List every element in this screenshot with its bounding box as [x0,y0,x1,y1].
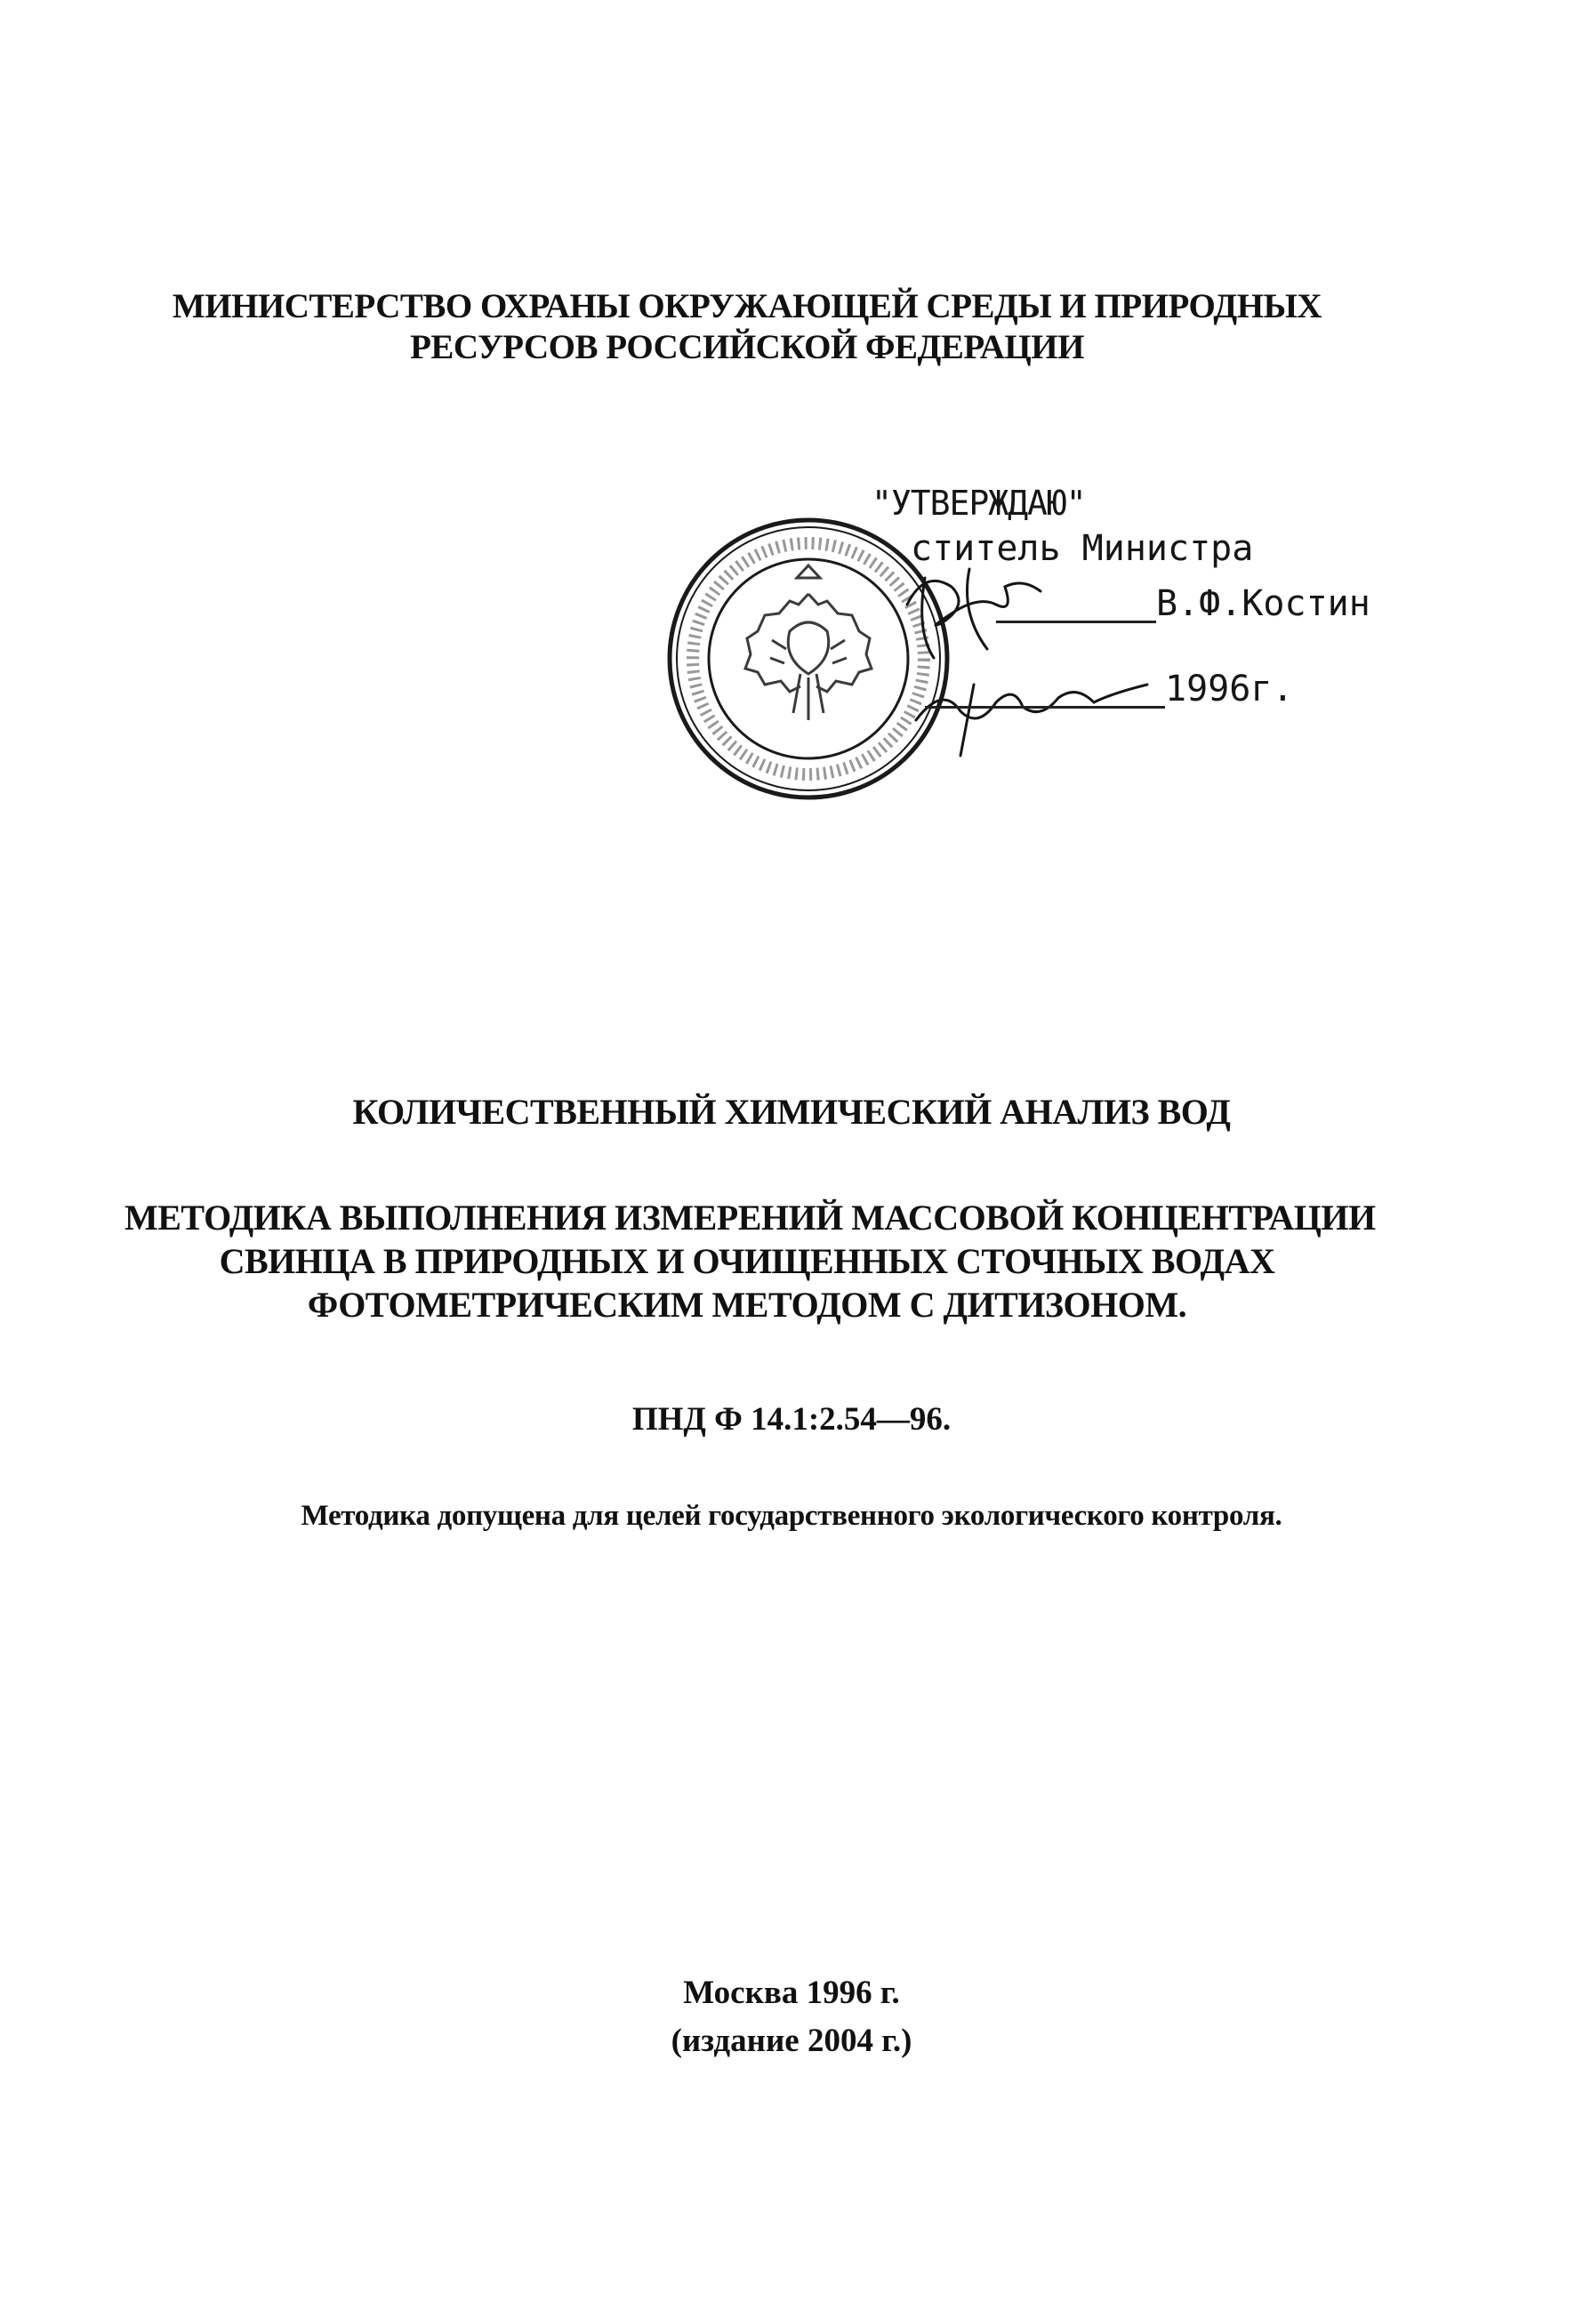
approval-year: 1996г. [1165,669,1294,709]
ministry-line-1: МИНИСТЕРСТВО ОХРАНЫ ОКРУЖАЮЩЕЙ СРЕДЫ И ПРИРОДНЫХ [172,287,1322,325]
ministry-line-2: РЕСУРСОВ РОССИЙСКОЙ ФЕДЕРАЦИИ [410,328,1084,366]
approver-name: В.Ф.Костин [1156,583,1370,624]
publication-info [0,1969,1583,2065]
ministry-header [125,286,1370,368]
method-title-line-3: ФОТОМЕТРИЧЕСКИМ МЕТОДОМ С ДИТИЗОНОМ. [307,1285,1187,1325]
document-code: ПНД Ф 14.1:2.54—96. [631,1401,952,1438]
method-title-line-1: МЕТОДИКА ВЫПОЛНЕНИЯ ИЗМЕРЕНИЙ МАССОВОЙ КОНЦЕНТРАЦИИ [125,1198,1376,1238]
usage-note: Методика допущена для целей государственного экологического контроля. [301,1500,1282,1532]
method-title [125,1196,1376,1326]
eagle-emblem-icon [745,565,872,720]
publication-city-year: Москва 1996 г. [683,1975,900,2011]
date-line [925,706,1165,709]
publication-edition: (издание 2004 г.) [671,2023,912,2059]
approval-title: "УТВЕРЖДАЮ" [872,484,1086,523]
approver-position: ститель Министра [911,528,1254,569]
method-title-line-2: СВИНЦА В ПРИРОДНЫХ И ОЧИЩЕННЫХ СТОЧНЫХ ВОДАХ [219,1241,1275,1281]
approval-block [872,471,1405,756]
signature-line [996,621,1156,623]
document-subject: КОЛИЧЕСТВЕННЫЙ ХИМИЧЕСКИЙ АНАЛИЗ ВОД [352,1092,1231,1132]
